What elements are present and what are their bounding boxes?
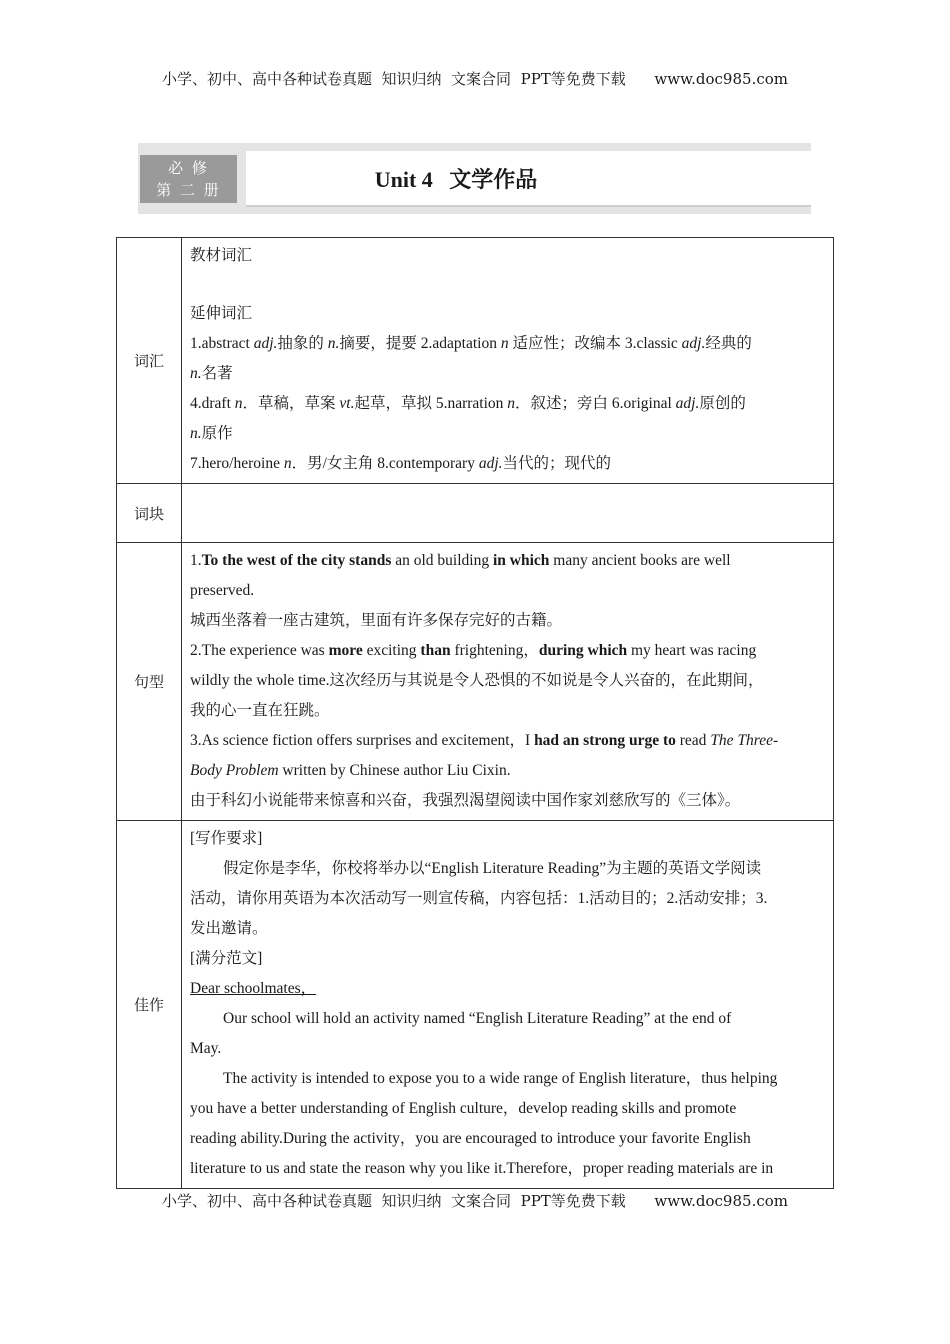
- pattern-3-line-1: 3.As science fiction offers surprises and excitement，I had an strong urge to read The Three-: [190, 732, 779, 749]
- vocab-line-5: 7.hero/heroine n．男/女主角 8.contemporary adj.当代的；现代的: [190, 455, 612, 472]
- book-tag-line1: 必 修: [168, 159, 209, 177]
- pattern-1-translation: 城西坐落着一座古建筑，里面有许多保存完好的古籍。: [190, 612, 563, 629]
- sample-para-2-line-4: literature to us and state the reason why you like it.Therefore，proper reading materials are in: [190, 1160, 774, 1177]
- banner-title-box: [246, 151, 811, 205]
- patterns-row: [117, 543, 834, 821]
- content-table: [116, 237, 834, 1189]
- sample-para-1-line-1: Our school will hold an activity named “English Literature Reading” at the end of: [223, 1010, 732, 1027]
- writing-row: [117, 821, 834, 1189]
- chunks-label: 词块: [117, 484, 182, 543]
- sample-greeting: Dear schoolmates，: [190, 980, 317, 997]
- vocab-label: 词汇: [117, 238, 182, 484]
- unit-banner: [138, 143, 811, 214]
- pattern-1-line-2: preserved.: [190, 582, 255, 599]
- vocab-content: [182, 238, 834, 484]
- pattern-2-line-2: wildly the whole time.这次经历与其说是令人恐惧的不如说是令人兴奋的，在此期间，: [190, 672, 764, 689]
- page-header: 小学、初中、高中各种试卷真题 知识归纳 文案合同 PPT等免费下载 www.doc985.com: [161, 70, 788, 88]
- sample-heading: [满分范文]: [190, 950, 263, 967]
- writing-requirement-line-3: 发出邀请。: [190, 920, 268, 937]
- chunks-content: [182, 484, 834, 543]
- book-tag-line2: 第 二 册: [156, 181, 221, 199]
- vocab-line-2: n.名著: [190, 365, 233, 382]
- writing-content: [182, 821, 834, 1189]
- patterns-content: [182, 543, 834, 821]
- pattern-3-translation: 由于科幻小说能带来惊喜和兴奋，我强烈渴望阅读中国作家刘慈欣写的《三体》。: [190, 792, 741, 809]
- pattern-2-line-3: 我的心一直在狂跳。: [190, 702, 330, 719]
- writing-label: 佳作: [117, 821, 182, 1189]
- sample-para-2-line-3: reading ability.During the activity，you are encouraged to introduce your favorite English: [190, 1130, 751, 1147]
- page-footer: 小学、初中、高中各种试卷真题 知识归纳 文案合同 PPT等免费下载 www.doc985.com: [161, 1192, 788, 1210]
- vocab-extended-heading: 延伸词汇: [190, 305, 253, 322]
- vocab-line-1: 1.abstract adj.抽象的 n.摘要，提要 2.adaptation n 适应性；改编本 3.classic adj.经典的: [190, 335, 752, 352]
- vocab-line-4: n.原作: [190, 425, 233, 442]
- pattern-3-line-2: Body Problem written by Chinese author Liu Cixin.: [190, 762, 511, 779]
- pattern-1-line-1: 1.To the west of the city stands an old building in which many ancient books are well: [190, 552, 731, 569]
- sample-para-2-line-1: The activity is intended to expose you to a wide range of English literature，thus helping: [223, 1070, 778, 1087]
- patterns-label: 句型: [117, 543, 182, 821]
- pattern-2-line-1: 2.The experience was more exciting than frightening，during which my heart was racing: [190, 642, 757, 659]
- book-tag: [140, 155, 237, 203]
- vocab-row: [117, 238, 834, 484]
- vocab-textbook-heading: 教材词汇: [190, 247, 253, 264]
- unit-title: Unit 4 文学作品: [374, 167, 538, 192]
- sample-para-1-line-2: May.: [190, 1040, 222, 1057]
- writing-requirement-line-1: 假定你是李华，你校将举办以“English Literature Reading”为主题的英语文学阅读: [223, 860, 762, 877]
- writing-requirement-line-2: 活动，请你用英语为本次活动写一则宣传稿，内容包括：1.活动目的；2.活动安排；3.: [190, 890, 768, 907]
- chunks-row: [117, 484, 834, 543]
- vocab-line-3: 4.draft n．草稿，草案 vt.起草，草拟 5.narration n．叙述；旁白 6.original adj.原创的: [190, 395, 746, 412]
- sample-para-2-line-2: you have a better understanding of English culture，develop reading skills and promote: [190, 1100, 737, 1117]
- writing-requirement-heading: [写作要求]: [190, 830, 263, 847]
